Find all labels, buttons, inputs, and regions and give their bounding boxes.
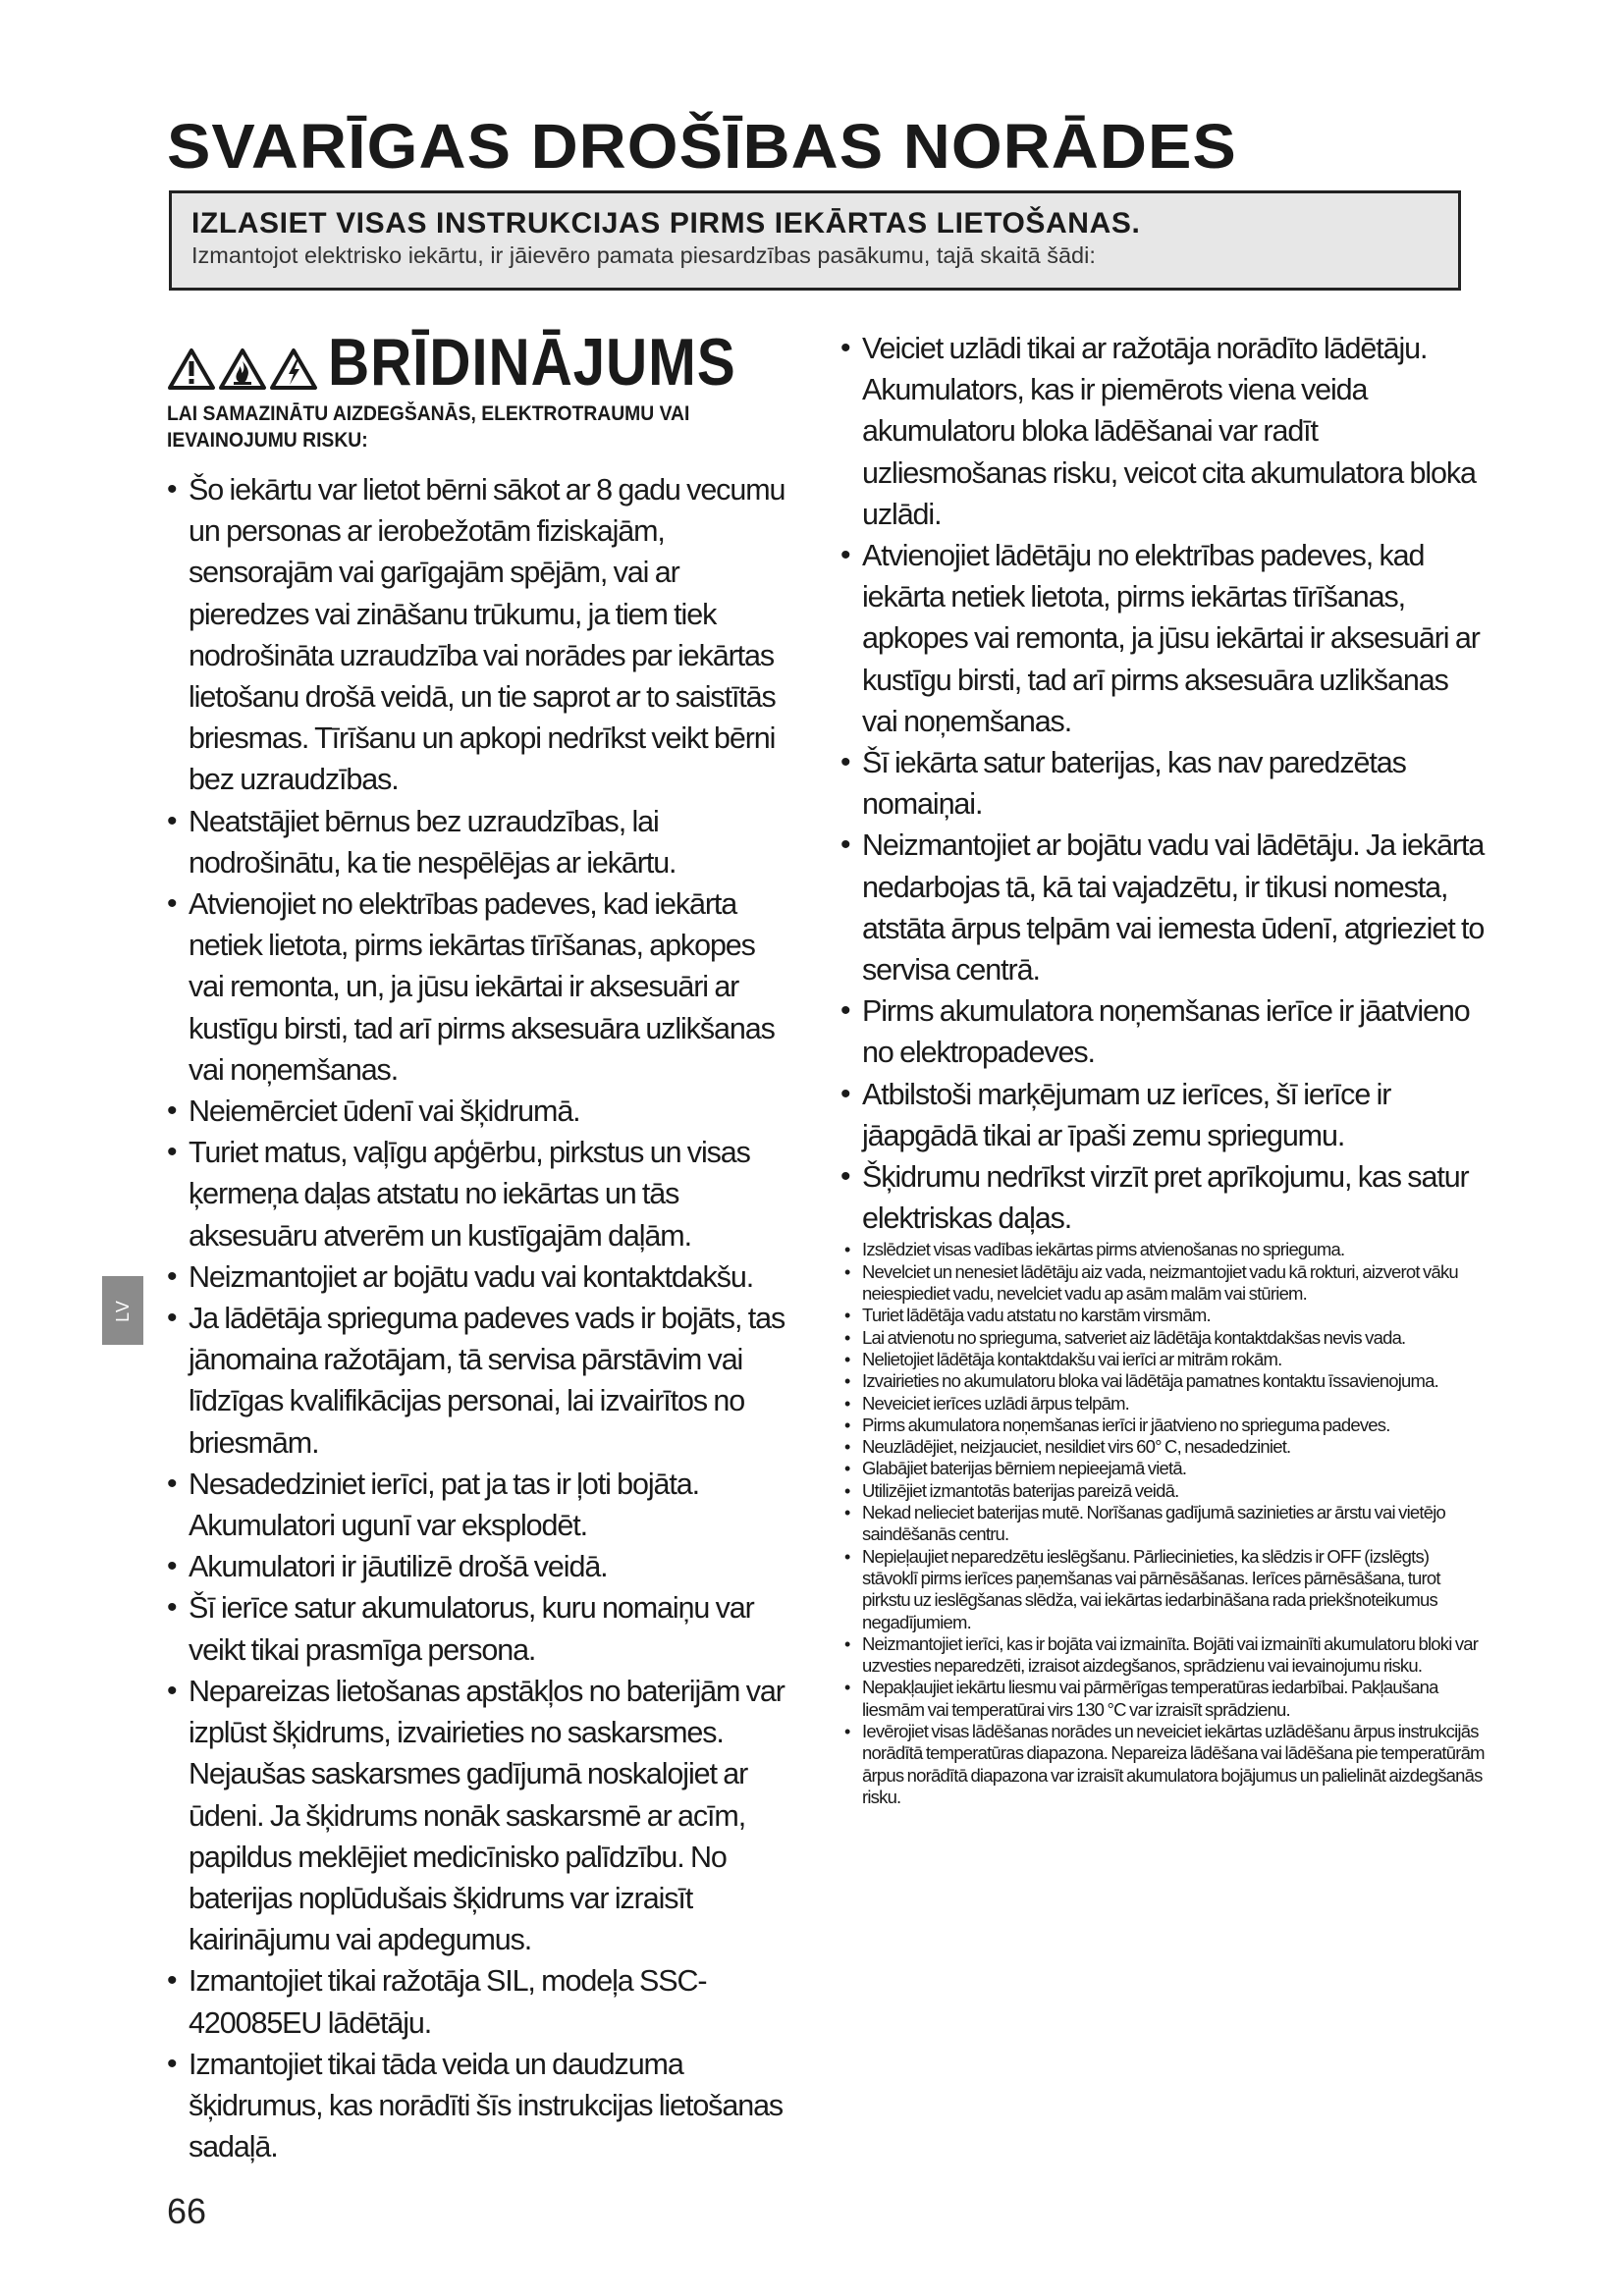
page-title: SVARĪGAS DROŠĪBAS NORĀDES: [167, 111, 1237, 182]
page-number: 66: [167, 2191, 207, 2231]
list-item: • Utilizējiet izmantotās baterijas pareizā veidā.: [840, 1480, 1485, 1502]
list-item: • Ja lādētāja sprieguma padeves vads ir bojāts, tas jānomaina ražotājam, tā servisa pārstāvim vai līdzīgas kvalifikācijas personai, lai izvairītos no briesmām.: [167, 1298, 795, 1464]
fire-warning-icon: [218, 347, 267, 391]
list-item: • Atbilstoši marķējumam uz ierīces, šī ierīce ir jāapgādā tikai ar īpaši zemu spriegumu.: [840, 1074, 1485, 1156]
list-item: • Šo iekārtu var lietot bērni sākot ar 8 gadu vecumu un personas ar ierobežotām fiziskajām, sensorajām vai garīgajām spējām, vai ar pieredzes vai zināšanu trūkumu, ja tiem tiek nodrošināta uzraudzība vai norādes par iekārtas lietošanu drošā veidā, un tie saprot ar to saistītās briesmas. Tīrīšanu un apkopi nedrīkst veikt bērni bez uzraudzības.: [167, 469, 795, 801]
list-item: • Nevelciet un nenesiet lādētāju aiz vada, neizmantojiet vadu kā rokturi, aizverot vāku neiespiediet vadu, nevelciet vadu ap asām malām vai stūriem.: [840, 1261, 1485, 1306]
list-item: • Neizmantojiet ierīci, kas ir bojāta vai izmainīta. Bojāti vai izmainīti akumulatoru bloki var uzvesties neparedzēti, izraisot aizdegšanos, sprādzienu vai ievainojumu risku.: [840, 1633, 1485, 1678]
list-item: • Izslēdziet visas vadības iekārtas pirms atvienošanas no sprieguma.: [840, 1239, 1485, 1260]
list-item: • Neiemērciet ūdenī vai šķidrumā.: [167, 1091, 795, 1132]
list-item: • Turiet matus, vaļīgu apģērbu, pirkstus un visas ķermeņa daļas atstatu no iekārtas un tās aksesuāru atverēm un kustīgajām daļām.: [167, 1132, 795, 1256]
right-column: [840, 328, 1485, 1808]
list-item: • Šī ierīce satur akumulatorus, kuru nomaiņu var veikt tikai prasmīga persona.: [167, 1587, 795, 1670]
left-warning-list: [167, 469, 795, 2167]
list-item: • Akumulatori ir jāutilizē drošā veidā.: [167, 1546, 795, 1587]
list-item: • Lai atvienotu no sprieguma, satveriet aiz lādētāja kontaktdakšas nevis vada.: [840, 1327, 1485, 1349]
read-instructions-heading: IZLASIET VISAS INSTRUKCIJAS PIRMS IEKĀRTAS LIETOŠANAS.: [191, 207, 1141, 240]
list-item: • Nepieļaujiet neparedzētu ieslēgšanu. Pārliecinieties, ka slēdzis ir OFF (izslēgts) stāvoklī pirms ierīces paņemšanas vai pārnēsāšanas. Ierīces pārnēsāšana, turot pirkstu uz ieslēgšanas slēdža, vai iekārtas iedarbināšana rada priekšnoteikumus negadījumiem.: [840, 1546, 1485, 1633]
list-item: • Glabājiet baterijas bērniem nepieejamā vietā.: [840, 1458, 1485, 1479]
list-item: • Atvienojiet lādētāju no elektrības padeves, kad iekārta netiek lietota, pirms iekārtas tīrīšanas, apkopes vai remonta, ja jūsu iekārtai ir aksesuāri ar kustīgu birsti, tad arī pirms aksesuāra uzlikšanas vai noņemšanas.: [840, 535, 1485, 742]
list-item: • Atvienojiet no elektrības padeves, kad iekārta netiek lietota, pirms iekārtas tīrīšanas, apkopes vai remonta, un, ja jūsu iekārtai ir aksesuāri ar kustīgu birsti, tad arī pirms aksesuāra uzlikšanas vai noņemšanas.: [167, 883, 795, 1091]
list-item: • Izmantojiet tikai tāda veida un daudzuma šķidrumus, kas norādīti šīs instrukcijas lietošanas sadaļā.: [167, 2044, 795, 2168]
list-item: • Izmantojiet tikai ražotāja SIL, modeļa SSC-420085EU lādētāju.: [167, 1960, 795, 2043]
list-item: • Neizmantojiet ar bojātu vadu vai lādētāju. Ja iekārta nedarbojas tā, kā tai vajadzētu, ir tikusi nomesta, atstāta ārpus telpām vai iemesta ūdenī, atgrieziet to servisa centrā.: [840, 825, 1485, 990]
right-small-warning-list: [840, 1239, 1485, 1808]
read-instructions-subtext: Izmantojot elektrisko iekārtu, ir jāievēro pamata piesardzības pasākumu, tajā skaitā šādi:: [191, 242, 1096, 268]
list-item: • Veiciet uzlādi tikai ar ražotāja norādīto lādētāju. Akumulators, kas ir piemērots viena veida akumulatoru bloka lādēšanai var radīt uzliesmošanas risku, veicot cita akumulatora bloka uzlādi.: [840, 328, 1485, 535]
warning-subtitle: LAI SAMAZINĀTU AIZDEGŠANĀS, ELEKTROTRAUMU VAI IEVAINOJUMU RISKU:: [167, 402, 690, 452]
list-item: • Pirms akumulatora noņemšanas ierīce ir jāatvieno no elektropadeves.: [840, 990, 1485, 1073]
list-item: • Neizmantojiet ar bojātu vadu vai kontaktdakšu.: [167, 1256, 795, 1298]
warning-header: [167, 325, 795, 400]
list-item: • Nepakļaujiet iekārtu liesmu vai pārmērīgas temperatūras iedarbībai. Pakļaušana liesmām vai temperatūrai virs 130 °C var izraisīt sprādzienu.: [840, 1677, 1485, 1721]
list-item: • Turiet lādētāja vadu atstatu no karstām virsmām.: [840, 1305, 1485, 1326]
list-item: • Pirms akumulatora noņemšanas ierīci ir jāatvieno no sprieguma padeves.: [840, 1415, 1485, 1436]
list-item: • Nekad nelieciet baterijas mutē. Norīšanas gadījumā sazinieties ar ārstu vai vietējo saindēšanās centru.: [840, 1502, 1485, 1546]
right-warning-list: [840, 328, 1485, 1239]
warning-word: BRĪDINĀJUMS: [328, 325, 736, 400]
list-item: • Šī iekārta satur baterijas, kas nav paredzētas nomaiņai.: [840, 742, 1485, 825]
list-item: • Ievērojiet visas lādēšanas norādes un neveiciet iekārtas uzlādēšanu ārpus instrukcijās norādītā temperatūras diapazona. Nepareiza lādēšana vai lādēšana pie temperatūrām ārpus norādītā diapazona var izraisīt akumulatora bojājumus un palielināt aizdegšanās risku.: [840, 1721, 1485, 1808]
shock-warning-icon: [269, 347, 318, 391]
left-column: [167, 326, 795, 2167]
list-item: • Neatstājiet bērnus bez uzraudzības, lai nodrošinātu, ka tie nespēlējas ar iekārtu.: [167, 801, 795, 883]
list-item: • Nepareizas lietošanas apstākļos no baterijām var izplūst šķidrums, izvairieties no saskarsmes. Nejaušas saskarsmes gadījumā noskalojiet ar ūdeni. Ja šķidrums nonāk saskarsmē ar acīm, papildus meklējiet medicīnisko palīdzību. No baterijas noplūdušais šķidrums var izraisīt kairinājumu vai apdegumus.: [167, 1671, 795, 1960]
language-tab: [102, 1276, 143, 1345]
language-tab-label: LV: [112, 1299, 133, 1322]
warning-icons: [167, 347, 318, 391]
list-item: • Nesadedziniet ierīci, pat ja tas ir ļoti bojāta. Akumulatori ugunī var eksplodēt.: [167, 1464, 795, 1546]
list-item: • Nelietojiet lādētāja kontaktdakšu vai ierīci ar mitrām rokām.: [840, 1349, 1485, 1370]
list-item: • Neuzlādējiet, neizjauciet, nesildiet virs 60° C, nesadedziniet.: [840, 1436, 1485, 1458]
list-item: • Šķidrumu nedrīkst virzīt pret aprīkojumu, kas satur elektriskas daļas.: [840, 1156, 1485, 1239]
list-item: • Neveiciet ierīces uzlādi ārpus telpām.: [840, 1393, 1485, 1415]
warning-icon: [167, 347, 216, 391]
read-instructions-box: [169, 190, 1461, 291]
list-item: • Izvairieties no akumulatoru bloka vai lādētāja pamatnes kontaktu īssavienojuma.: [840, 1370, 1485, 1392]
